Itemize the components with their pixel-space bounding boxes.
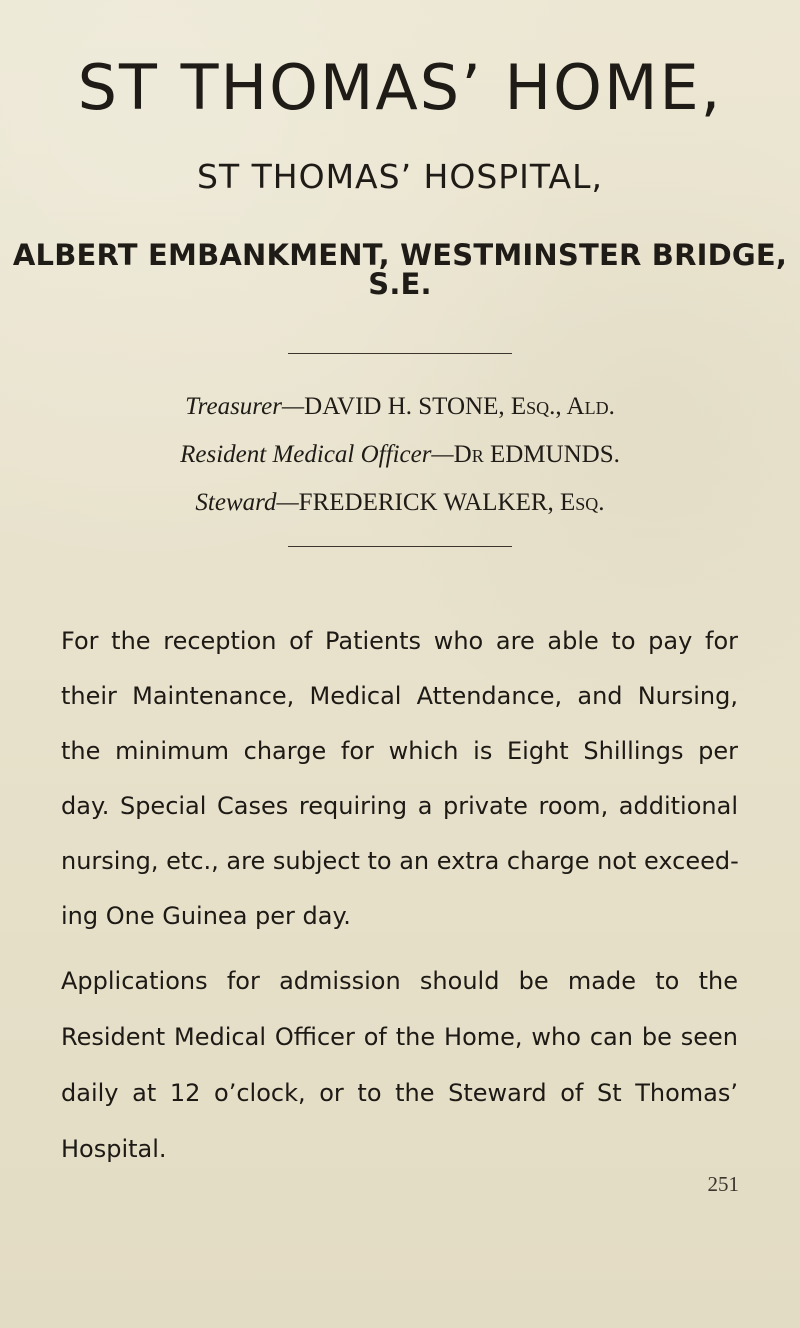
- hospital-name: ST THOMAS’ HOSPITAL,: [197, 157, 603, 196]
- medical-officer-name: Dr EDMUNDS.: [453, 441, 620, 468]
- steward-role: Steward—: [195, 489, 299, 516]
- medical-officer-line: [0, 431, 800, 479]
- treasurer-line: [0, 383, 800, 431]
- reception-paragraph: [61, 614, 738, 944]
- reception-line: their Maintenance, Medical Attendance, and Nursing,: [61, 682, 738, 710]
- address-line: ALBERT EMBANKMENT, WESTMINSTER BRIDGE, S.E.: [12, 238, 788, 301]
- reception-line: ing One Guinea per day.: [61, 902, 351, 930]
- officers-list: [0, 383, 800, 527]
- page-number: 251: [707, 1172, 739, 1196]
- page-title: ST THOMAS’ HOME,: [77, 51, 723, 124]
- applications-line: Hospital.: [61, 1135, 167, 1163]
- applications-line: Applications for admission should be made to the: [61, 967, 738, 995]
- bottom-divider: [288, 546, 512, 547]
- steward-line: [0, 479, 800, 527]
- top-divider: [288, 353, 512, 354]
- treasurer-name: DAVID H. STONE, Esq., Ald.: [304, 393, 615, 420]
- steward-name: FREDERICK WALKER, Esq.: [298, 489, 605, 516]
- applications-line: Resident Medical Officer of the Home, who can be seen: [61, 1023, 738, 1051]
- treasurer-role: Treasurer—: [185, 393, 305, 420]
- reception-line: nursing, etc., are subject to an extra charge not exceed-: [61, 847, 739, 875]
- applications-line: daily at 12 o’clock, or to the Steward of St Thomas’: [61, 1079, 738, 1107]
- reception-line: the minimum charge for which is Eight Shillings per: [61, 737, 738, 765]
- reception-line: day. Special Cases requiring a private room, additional: [61, 792, 738, 820]
- applications-paragraph: [61, 953, 738, 1177]
- medical-officer-role: Resident Medical Officer—: [180, 441, 454, 468]
- reception-line: For the reception of Patients who are able to pay for: [61, 627, 738, 655]
